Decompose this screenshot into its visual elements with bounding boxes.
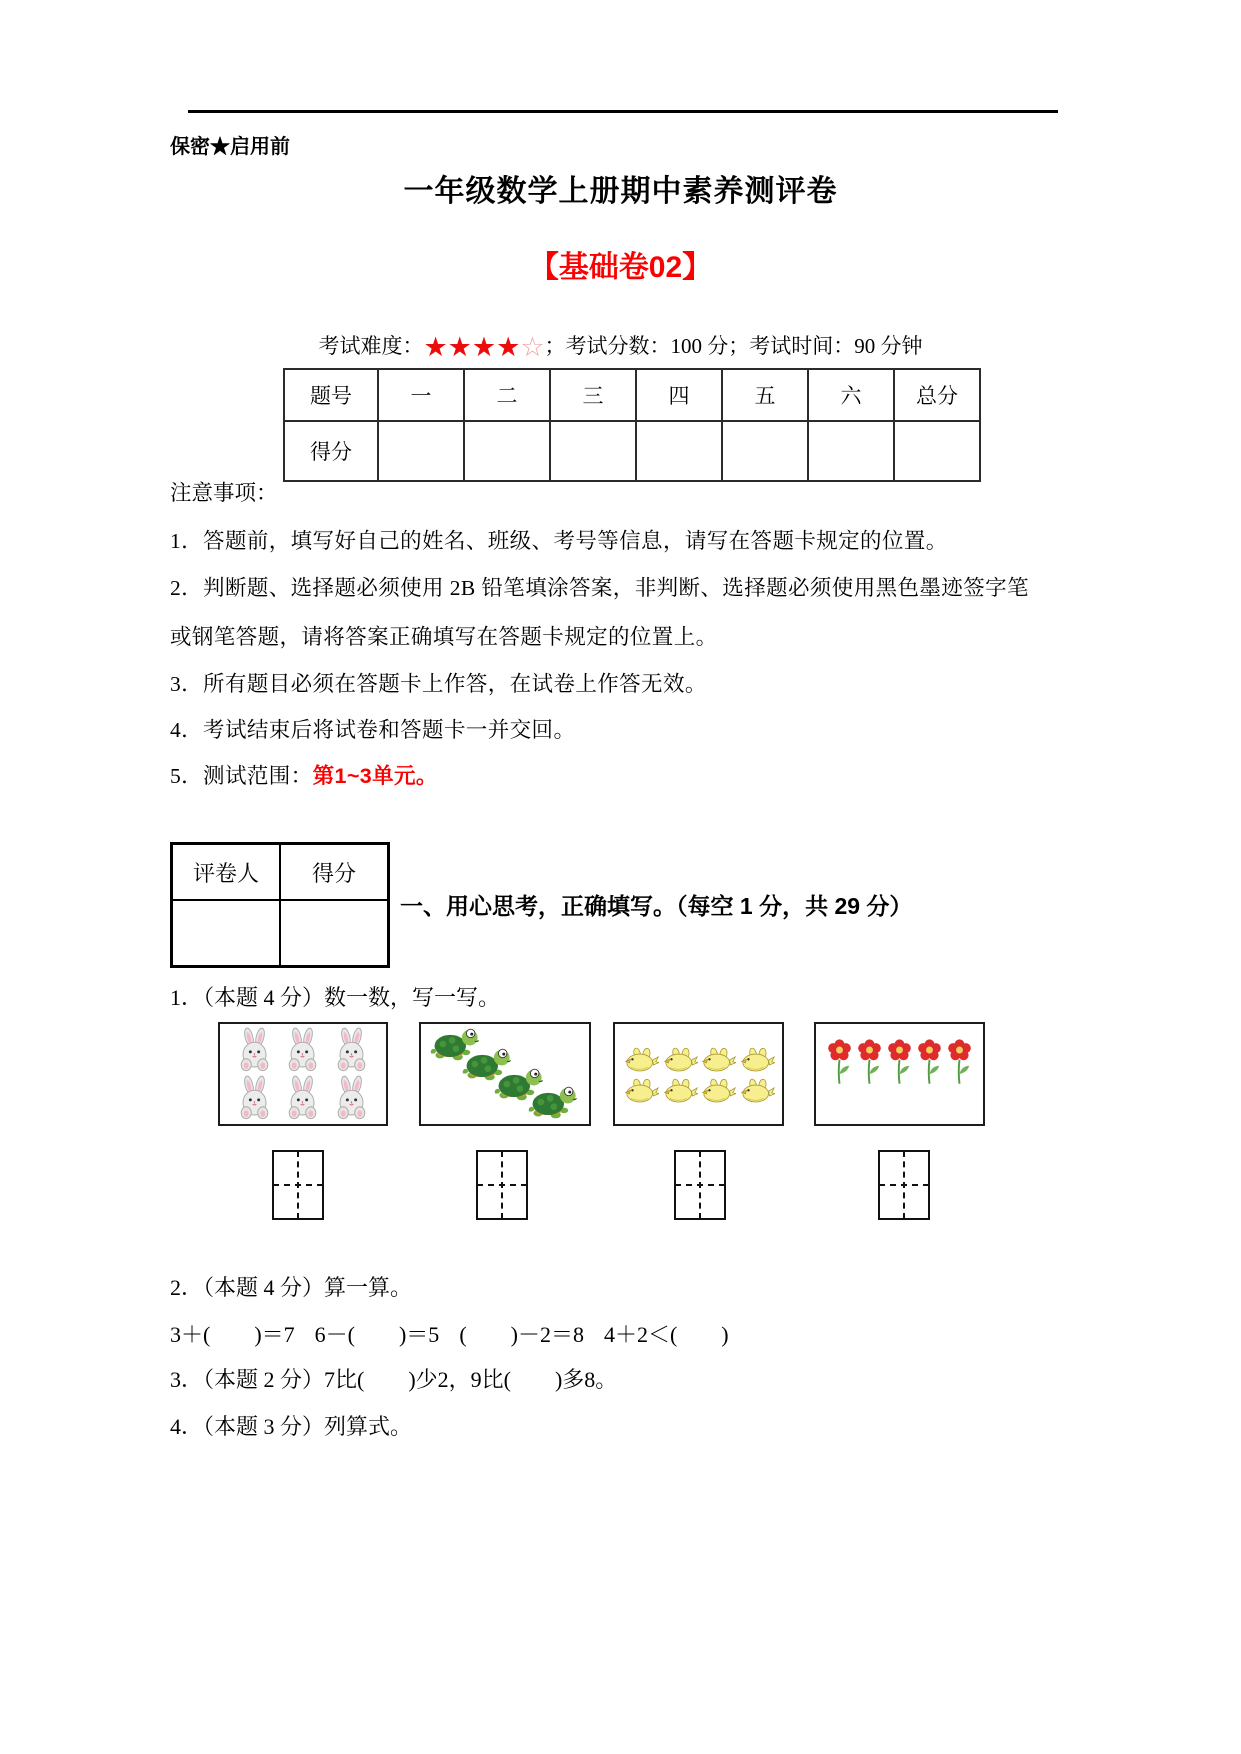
note-line: 2．判断题、选择题必须使用 2B 铅笔填涂答案，非判断、选择题必须使用黑色墨迹签字笔 [170,576,1029,600]
grader-box-value-row [172,900,389,967]
q2-equation-1: 3＋( )＝7 [170,1322,295,1347]
page-title: 一年级数学上册期中素养测评卷 [403,175,838,208]
picture-box-birds [613,1022,784,1126]
test-range-highlight: 第1~3单元。 [312,764,438,788]
bird-icon [622,1044,659,1073]
star-filled-icon: ★ [447,332,472,362]
flower-icon [856,1033,883,1091]
test-range-prefix: 5．测试范围： [170,764,313,788]
score-table [283,368,981,482]
section1-heading: 一、用心思考，正确填写。（每空 1 分，共 29 分） [400,893,913,919]
grader-cell [280,900,389,967]
flower-icon [886,1033,913,1091]
score-cell [464,421,550,481]
q2-equation-2: 6－( )＝5 [314,1322,440,1347]
star-empty-icon: ☆ [520,332,545,362]
score-col-total: 总分 [894,369,980,421]
writing-box [476,1150,528,1220]
note-line: 4．考试结束后将试卷和答题卡一并交回。 [170,718,576,742]
score-cell [722,421,808,481]
bird-icon [699,1044,736,1073]
rabbit-icon [333,1075,370,1121]
score-col-2: 二 [464,369,550,421]
score-col-4: 四 [636,369,722,421]
note-line: 或钢笔答题，请将答案正确填写在答题卡规定的位置上。 [170,625,718,649]
exam-meta-line [0,330,1241,361]
note-line-test-range [170,759,438,790]
bird-icon [699,1075,736,1104]
question1-label: 1．（本题 4 分）数一数，写一写。 [170,985,501,1010]
writing-box [878,1150,930,1220]
picture-box-turtles [419,1022,591,1126]
bird-icon [661,1075,698,1104]
picture-box-flowers [814,1022,985,1126]
score-cell [894,421,980,481]
score-cell [550,421,636,481]
bird-icon [622,1075,659,1104]
header-rule [188,110,1058,113]
exam-meta-rest: ；考试分数：100 分；考试时间：90 分钟 [544,334,923,358]
notes-title: 注意事项： [170,481,278,505]
note-line: 3．所有题目必须在答题卡上作答，在试卷上作答无效。 [170,672,707,696]
flower-icon [826,1033,853,1091]
flower-icon [946,1033,973,1091]
score-cell [808,421,894,481]
question2-label: 2．（本题 4 分）算一算。 [170,1275,413,1300]
picture-box-rabbits [218,1022,388,1126]
grader-score-box [170,842,390,968]
rabbit-icon [236,1027,273,1073]
rabbit-icon [333,1027,370,1073]
note-line: 1．答题前，填写好自己的姓名、班级、考号等信息，请写在答题卡规定的位置。 [170,529,948,553]
question1-picture-row [0,1022,1241,1126]
score-col-3: 三 [550,369,636,421]
q2-equation-3: ( )－2＝8 [459,1322,584,1347]
grader-score-label: 得分 [280,844,389,901]
bird-icon [738,1075,775,1104]
question4-label: 4．（本题 3 分）列算式。 [170,1414,413,1439]
score-table-header-row [284,369,980,421]
turtle-icon [527,1084,577,1122]
score-cell [378,421,464,481]
writing-box [674,1150,726,1220]
rabbit-icon [284,1075,321,1121]
question1-answer-row [0,1150,1241,1220]
score-header-label: 题号 [284,369,378,421]
q2-equation-4: 4＋2＜( ) [603,1322,729,1347]
difficulty-label: 考试难度： [318,334,424,358]
score-col-1: 一 [378,369,464,421]
question2-equations [170,1318,729,1349]
paper-subtitle: 【基础卷02】 [528,251,713,284]
bird-icon [738,1044,775,1073]
grader-cell [172,900,281,967]
score-cell [636,421,722,481]
difficulty-stars [423,332,545,362]
star-filled-icon: ★ [496,332,521,362]
flower-icon [916,1033,943,1091]
secrecy-label: 保密★启用前 [170,136,290,158]
grader-label: 评卷人 [172,844,281,901]
score-col-6: 六 [808,369,894,421]
score-table-score-row [284,421,980,481]
score-col-5: 五 [722,369,808,421]
star-filled-icon: ★ [471,332,497,362]
rabbit-icon [236,1075,273,1121]
writing-box [272,1150,324,1220]
score-row-label: 得分 [284,421,378,481]
grader-box-header-row [172,844,389,901]
rabbit-icon [284,1027,321,1073]
star-filled-icon: ★ [423,332,448,362]
question3-label: 3．（本题 2 分）7比( )少2，9比( )多8。 [170,1367,618,1392]
bird-icon [661,1044,698,1073]
